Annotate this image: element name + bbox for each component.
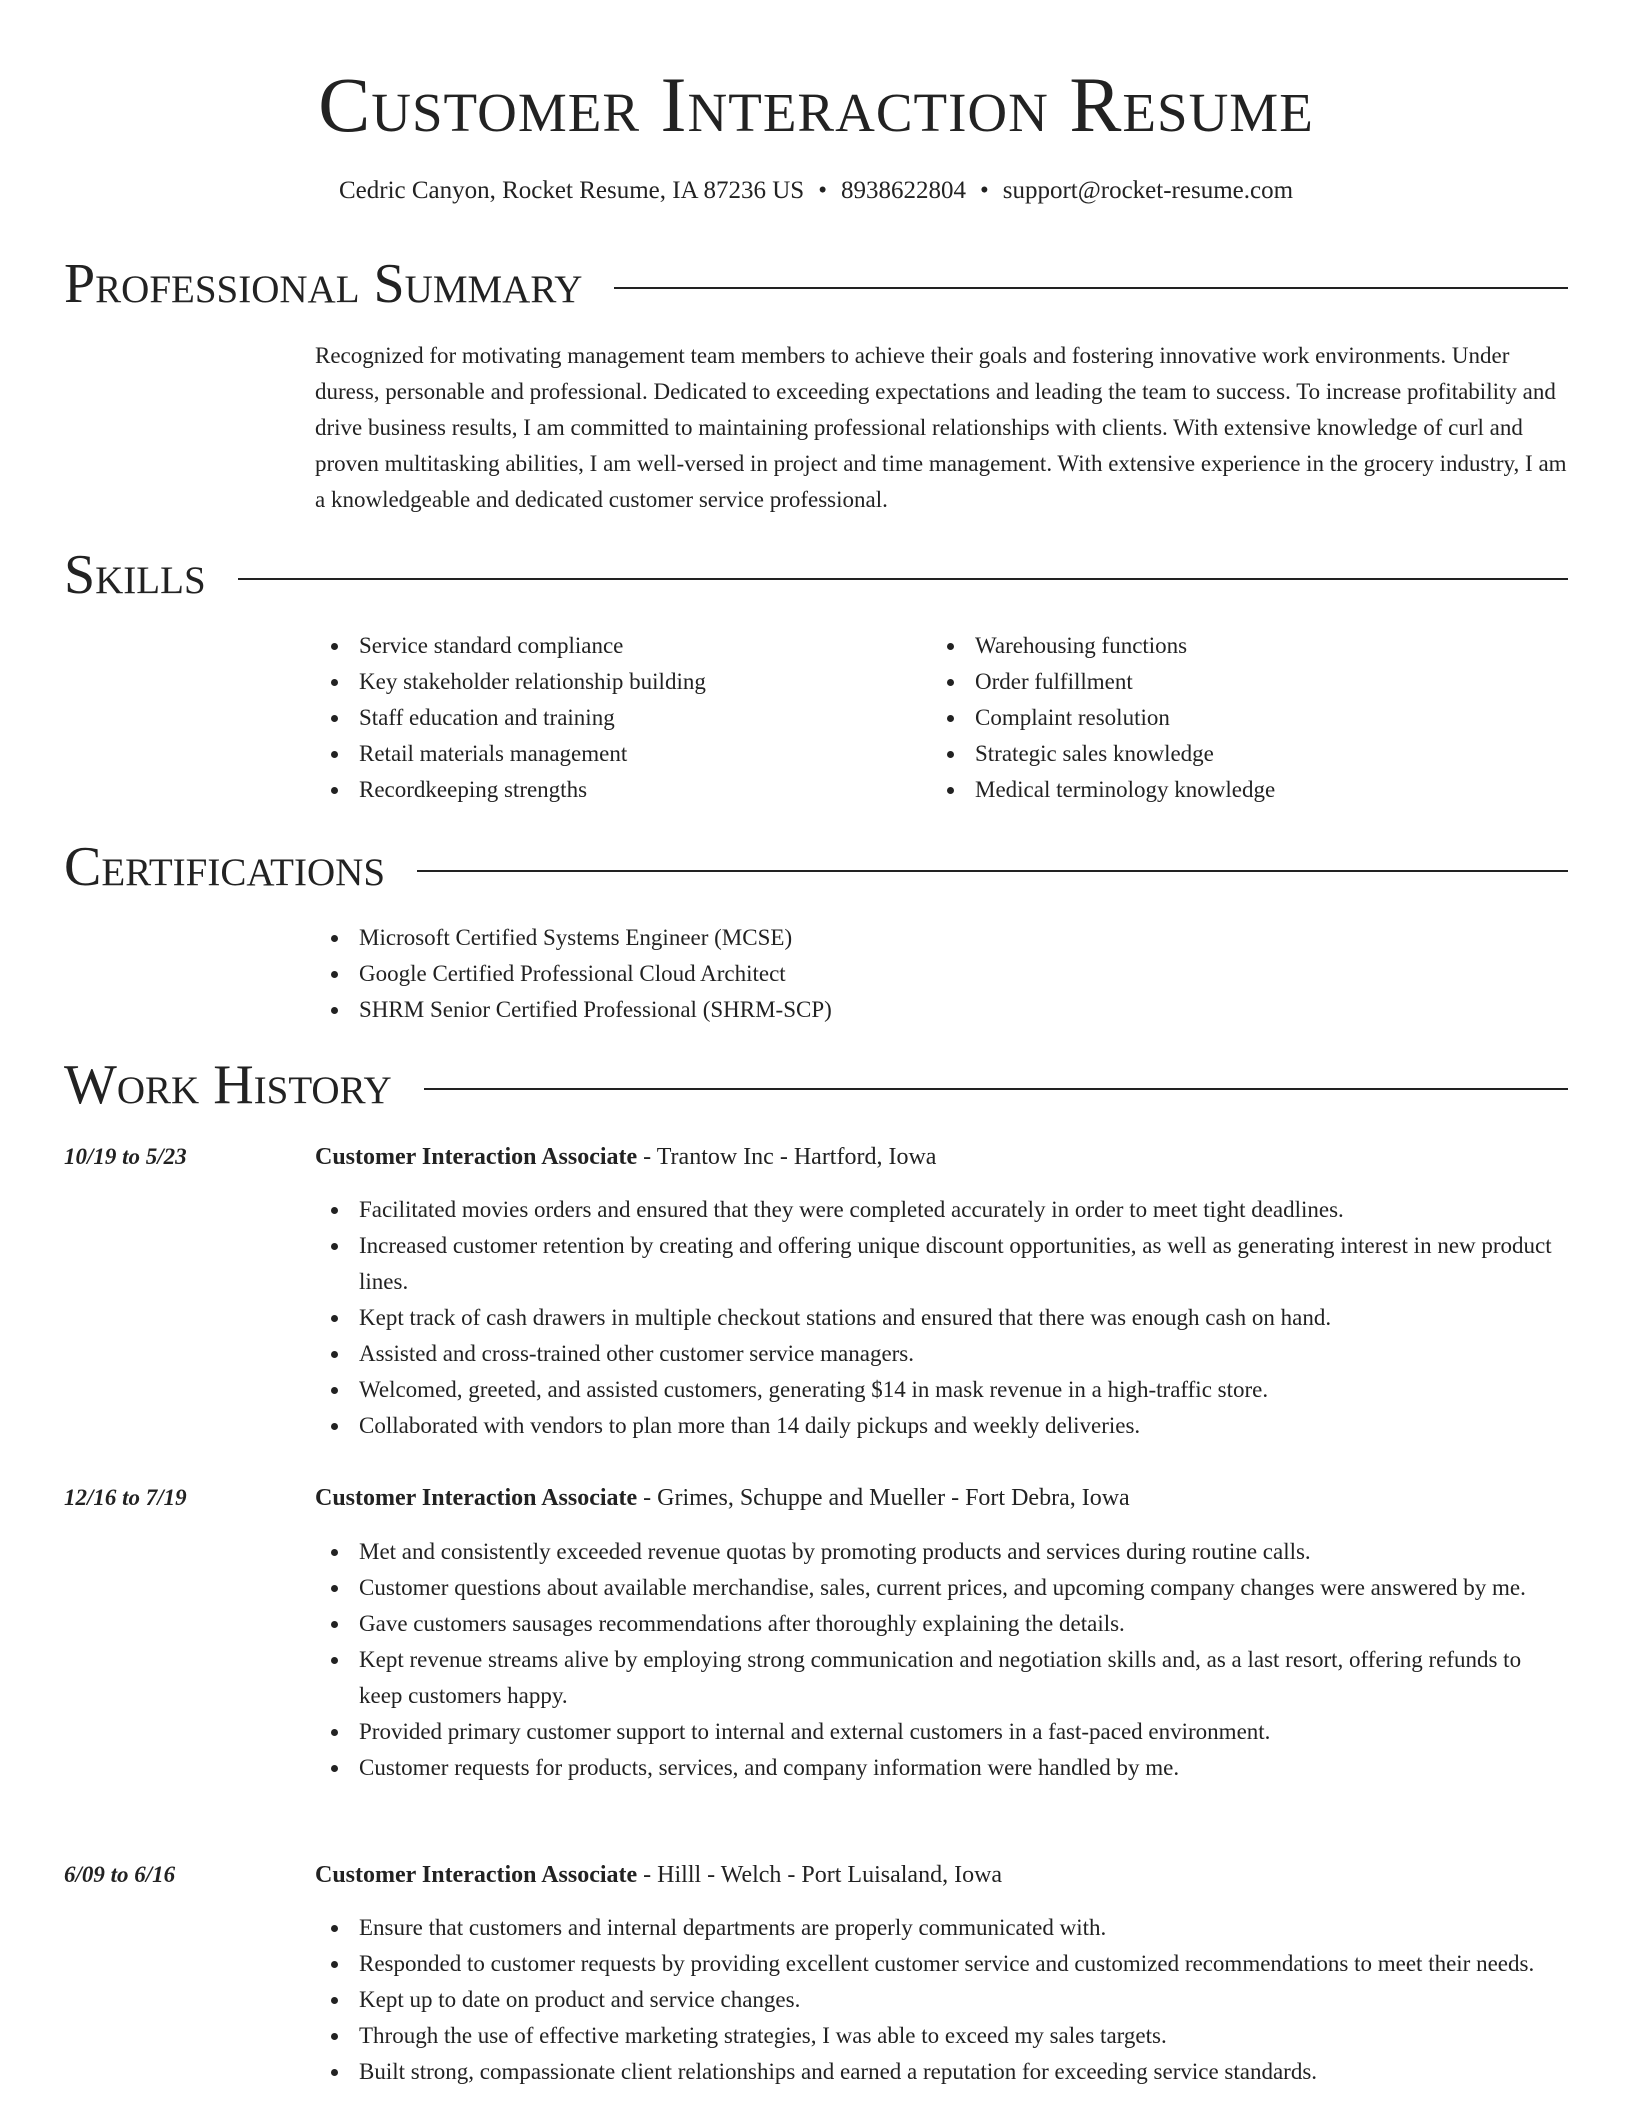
contact-phone: 8938622804 (840, 177, 966, 204)
job-duty-item: Kept revenue streams alive by employing strong communication and negotiation skills and, as a last resort, offering refunds to keep customers happy. (315, 1642, 1568, 1714)
job-company-location: - Hilll - Welch - Port Luisaland, Iowa (637, 1862, 1003, 1888)
job-duties (315, 1192, 1568, 1444)
work-history-section-header (64, 1053, 1568, 1117)
job-header (315, 1481, 1568, 1515)
contact-email: support@rocket-resume.com (1002, 177, 1294, 204)
contact-separator: • (818, 177, 827, 204)
job-duty-item: Kept up to date on product and service changes. (315, 1982, 1568, 2018)
skill-item: Staff education and training (315, 700, 915, 736)
skills-column-right (931, 628, 1531, 808)
job-duty-item: Welcomed, greeted, and assisted customers, generating $14 in mask revenue in a high-traffic store. (315, 1372, 1568, 1408)
skills-column-left (315, 628, 915, 808)
skill-item: Complaint resolution (931, 700, 1531, 736)
job-role: Customer Interaction Associate (315, 1144, 638, 1170)
job-duty-item: Met and consistently exceeded revenue quotas by promoting products and services during routine calls. (315, 1534, 1568, 1570)
certification-item: Microsoft Certified Systems Engineer (MCSE) (315, 920, 1568, 956)
skills-section-header (64, 543, 1568, 607)
job-duty-item: Increased customer retention by creating and offering unique discount opportunities, as well as generating interest in new product lines. (315, 1228, 1568, 1300)
job-duty-item: Gave customers sausages recommendations after thoroughly explaining the details. (315, 1606, 1568, 1642)
certifications-heading: Certifications (64, 836, 386, 898)
job-duty-item: Built strong, compassionate client relationships and earned a reputation for exceeding service standards. (315, 2054, 1568, 2090)
job-duty-item: Customer requests for products, services, and company information were handled by me. (315, 1750, 1568, 1786)
section-divider (424, 1088, 1568, 1090)
work-history-heading: Work History (64, 1054, 392, 1116)
contact-separator: • (979, 177, 989, 204)
skill-item: Recordkeeping strengths (315, 772, 915, 808)
section-divider (614, 287, 1568, 289)
section-divider (417, 870, 1568, 872)
summary-text: Recognized for motivating management team members to achieve their goals and fostering innovative work environments. Under duress, personable and professional. Dedicated to exceeding expectations and leading the team to success. To increase profitability and drive business results, I am committed to maintaining professional relationships with clients. With extensive knowledge of curl and proven multitasking abilities, I am well-versed in project and time management. With extensive experience in the grocery industry, I am a knowledgeable and dedicated customer service professional. (315, 343, 1567, 512)
job-duty-item: Assisted and cross-trained other customer service managers. (315, 1336, 1568, 1372)
contact-line (0, 174, 1632, 208)
certifications-block (315, 920, 1568, 1028)
job-dates: 10/19 to 5/23 (64, 1144, 187, 1169)
job-duty-item: Kept track of cash drawers in multiple checkout stations and ensured that there was enough cash on hand. (315, 1300, 1568, 1336)
certifications-section-header (64, 835, 1568, 899)
job-header (315, 1140, 1568, 1174)
job-company-location: - Grimes, Schuppe and Mueller - Fort Debra, Iowa (637, 1485, 1130, 1511)
job-role: Customer Interaction Associate (315, 1862, 638, 1888)
job-company-location: - Trantow Inc - Hartford, Iowa (637, 1144, 937, 1170)
job-duty-item: Ensure that customers and internal departments are properly communicated with. (315, 1910, 1568, 1946)
job-duty-item: Customer questions about available merchandise, sales, current prices, and upcoming company changes were answered by me. (315, 1570, 1568, 1606)
skill-item: Order fulfillment (931, 664, 1531, 700)
certification-item: SHRM Senior Certified Professional (SHRM-SCP) (315, 992, 1568, 1028)
skills-list-right (931, 628, 1531, 808)
job-duties-list (315, 1534, 1568, 1786)
summary-section-header (64, 252, 1568, 316)
job-duty-item: Through the use of effective marketing strategies, I was able to exceed my sales targets. (315, 2018, 1568, 2054)
job-role: Customer Interaction Associate (315, 1485, 638, 1511)
job-dates: 12/16 to 7/19 (64, 1485, 187, 1510)
job-duties (315, 1534, 1568, 1786)
contact-address: Cedric Canyon, Rocket Resume, IA 87236 US (338, 177, 805, 204)
certifications-list (315, 920, 1568, 1028)
skill-item: Key stakeholder relationship building (315, 664, 915, 700)
job-duties-list (315, 1910, 1568, 2090)
skill-item: Retail materials management (315, 736, 915, 772)
resume-title: Customer Interaction Resume (318, 61, 1314, 148)
skill-item: Service standard compliance (315, 628, 915, 664)
job-dates: 6/09 to 6/16 (64, 1862, 176, 1887)
certification-item: Google Certified Professional Cloud Architect (315, 956, 1568, 992)
section-divider (238, 578, 1568, 580)
job-duty-item: Responded to customer requests by providing excellent customer service and customized recommendations to meet their needs. (315, 1946, 1568, 1982)
job-duty-item: Facilitated movies orders and ensured that they were completed accurately in order to meet tight deadlines. (315, 1192, 1568, 1228)
job-duties-list (315, 1192, 1568, 1444)
job-duties (315, 1910, 1568, 2090)
skill-item: Strategic sales knowledge (931, 736, 1531, 772)
skills-heading: Skills (64, 544, 206, 606)
job-duty-item: Provided primary customer support to internal and external customers in a fast-paced environment. (315, 1714, 1568, 1750)
summary-heading: Professional Summary (64, 253, 583, 315)
job-duty-item: Collaborated with vendors to plan more than 14 daily pickups and weekly deliveries. (315, 1408, 1568, 1444)
skills-list-left (315, 628, 915, 808)
job-header (315, 1858, 1568, 1892)
skill-item: Medical terminology knowledge (931, 772, 1531, 808)
skill-item: Warehousing functions (931, 628, 1531, 664)
